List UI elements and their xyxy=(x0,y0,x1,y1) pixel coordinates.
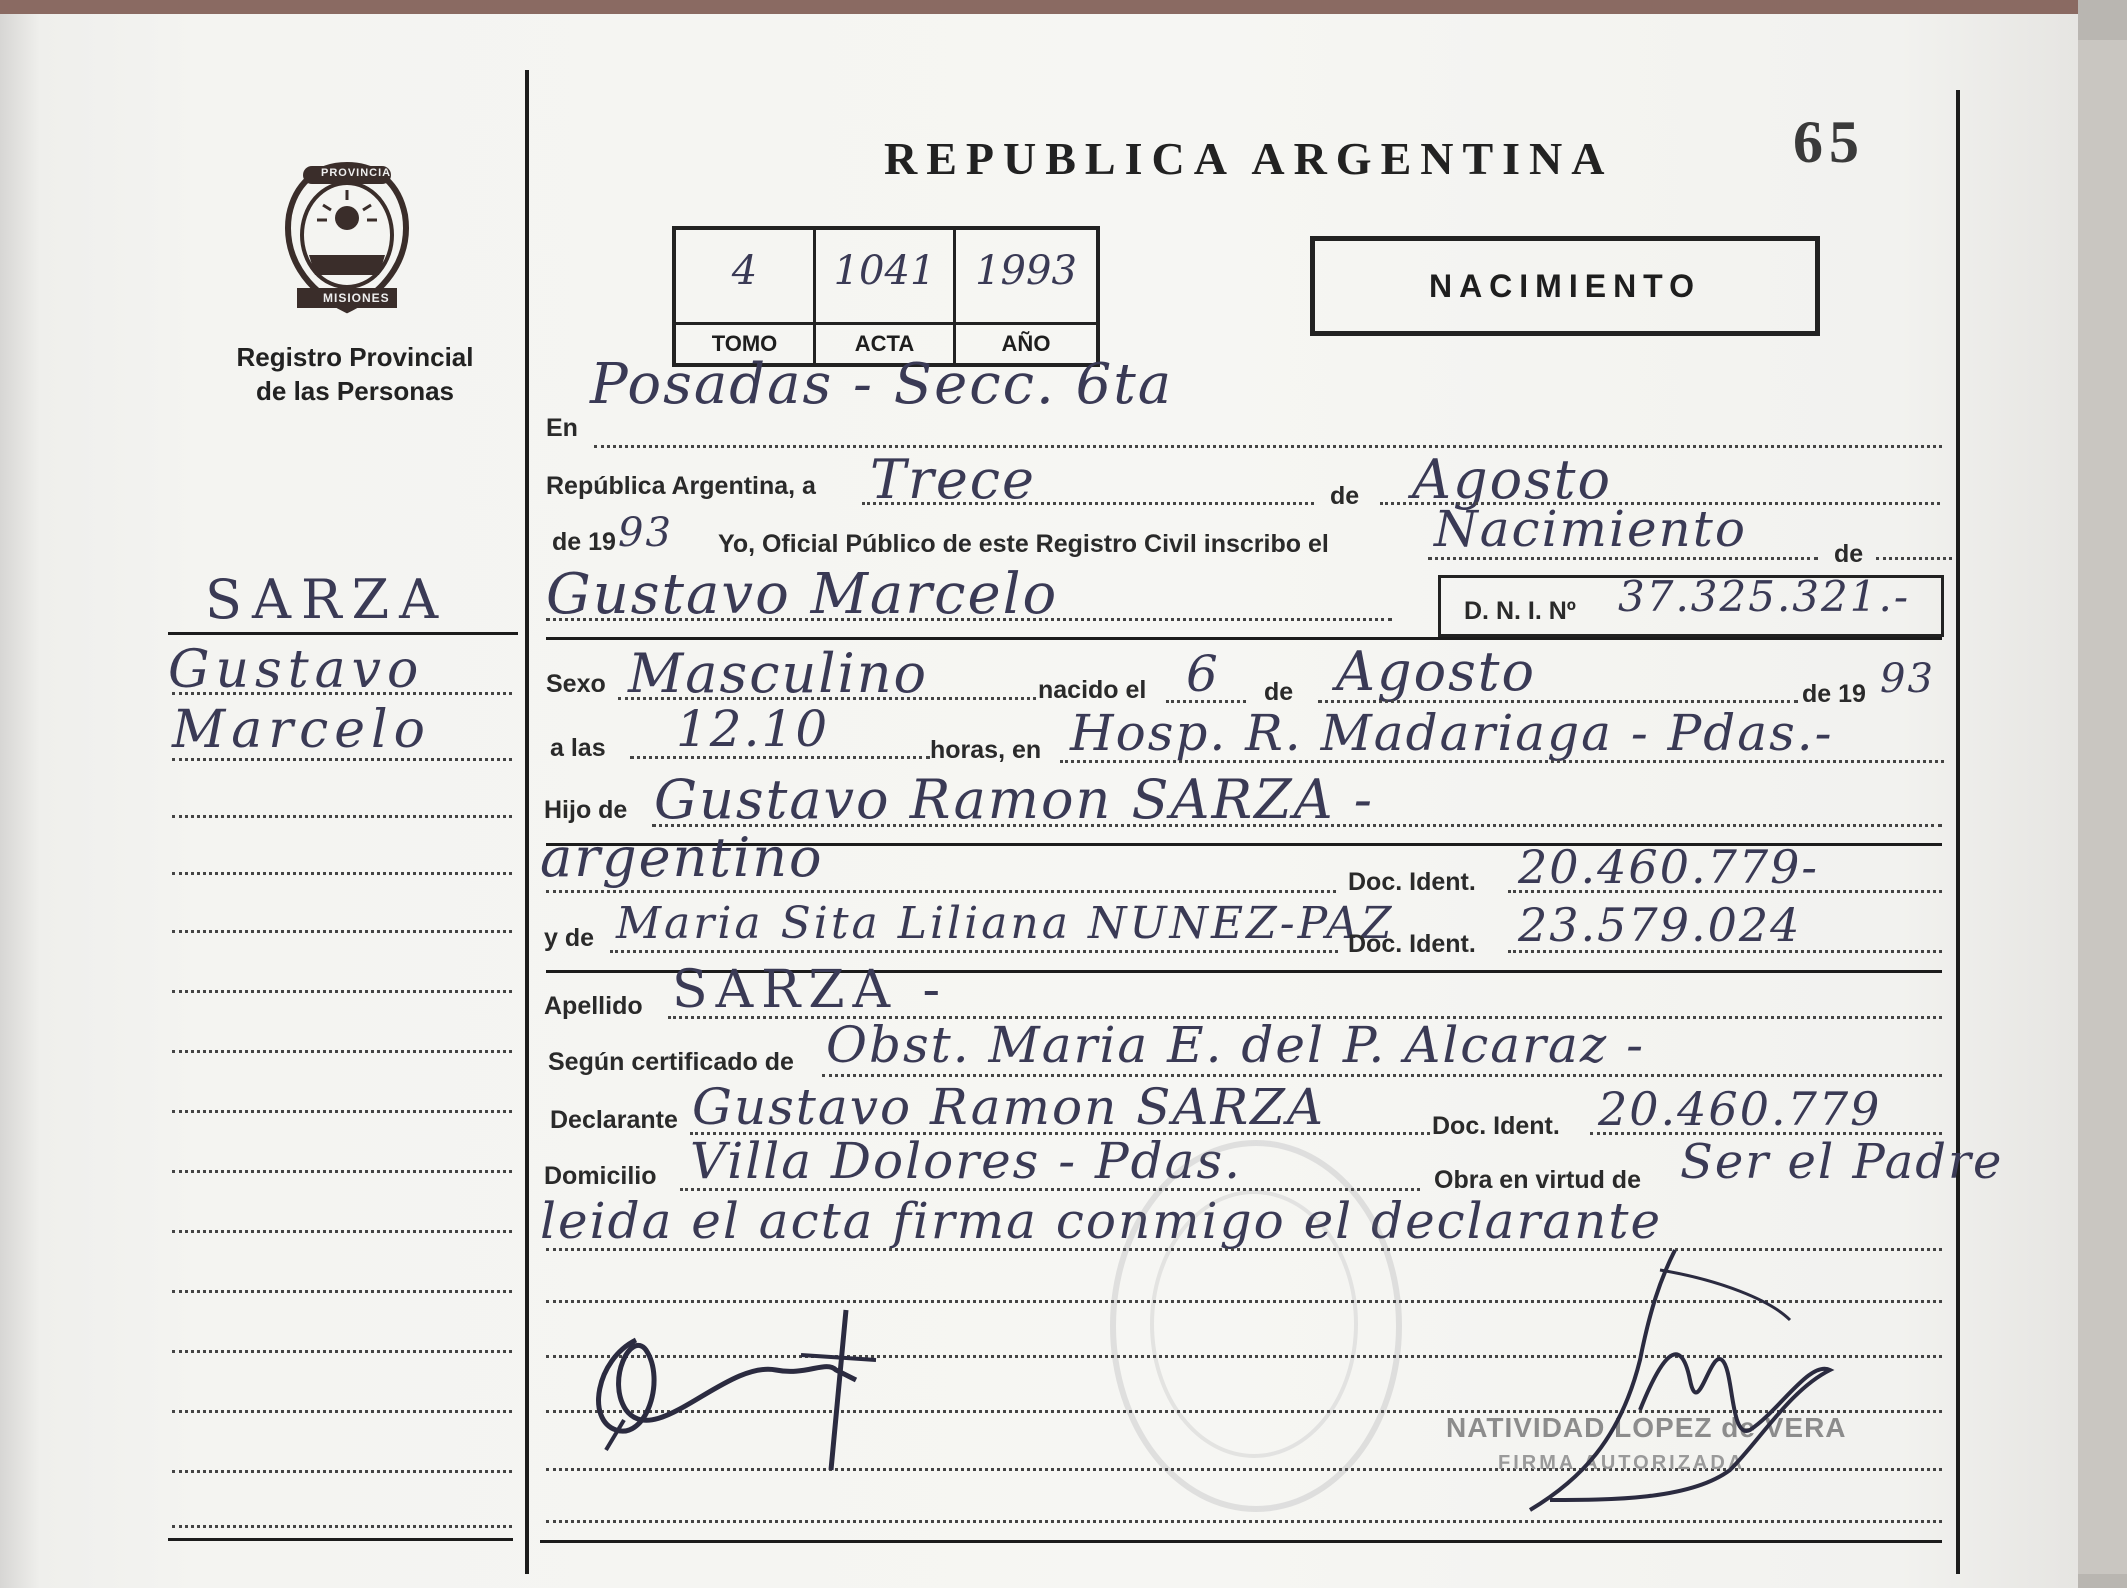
value-obra: Ser el Padre xyxy=(1680,1134,2004,1190)
value-father-nationality: argentino xyxy=(540,826,824,889)
line-mother-doc xyxy=(1508,950,1942,953)
line-place xyxy=(594,445,1942,448)
label-doc-3: Doc. Ident. xyxy=(1432,1112,1560,1140)
margin-line xyxy=(172,1525,512,1528)
tomo-cell xyxy=(676,230,816,363)
tomo-label: TOMO xyxy=(676,322,813,357)
line-father xyxy=(652,824,1942,827)
margin-line xyxy=(172,1410,512,1413)
acta-value: 1041 xyxy=(833,248,936,294)
label-declarante: Declarante xyxy=(550,1106,678,1134)
label-yo: Yo, Oficial Público de este Registro Civil inscribo el xyxy=(718,530,1329,558)
ano-cell xyxy=(956,230,1096,363)
registry-line-1: Registro Provincial xyxy=(236,342,474,372)
line-certificate xyxy=(822,1074,1942,1077)
value-sex: Masculino xyxy=(628,642,929,705)
label-doc-2: Doc. Ident. xyxy=(1348,930,1476,958)
value-place: Posadas - Secc. 6ta xyxy=(590,352,1174,417)
label-de-3: de xyxy=(1264,678,1294,706)
line-hour xyxy=(630,756,930,759)
line-birth-day xyxy=(1166,700,1246,703)
margin-line xyxy=(172,1170,512,1173)
value-dni: 37.325.321.- xyxy=(1618,572,1911,621)
label-horas: horas, en xyxy=(930,736,1042,764)
ano-label: AÑO xyxy=(956,322,1096,357)
value-mother: Maria Sita Liliana NUNEZ-PAZ xyxy=(616,898,1395,949)
label-nacido: nacido el xyxy=(1038,676,1147,704)
official-name: NATIVIDAD LOPEZ de VERA xyxy=(1446,1412,1847,1443)
value-hour: 12.10 xyxy=(676,700,830,758)
value-declarant: Gustavo Ramon SARZA xyxy=(692,1078,1326,1136)
margin-line xyxy=(172,692,512,695)
label-de-19b: de 19 xyxy=(1802,680,1866,708)
margin-line xyxy=(172,1110,512,1113)
provincial-seal xyxy=(275,160,420,320)
margin-given-2: Marcelo xyxy=(172,700,431,760)
value-month: Agosto xyxy=(1412,448,1612,511)
label-y-de: y de xyxy=(544,924,595,952)
value-father-doc: 20.460.779- xyxy=(1518,840,1819,894)
registry-line-2: de las Personas xyxy=(256,376,454,406)
official-stamp-inner xyxy=(1150,1190,1358,1458)
line-mother xyxy=(610,950,1338,953)
line-act-end xyxy=(1876,557,1952,560)
label-en: En xyxy=(546,414,578,442)
official-role: FIRMA AUTORIZADA xyxy=(1498,1452,1746,1474)
label-republica: República Argentina, a xyxy=(546,472,816,500)
label-doc-1: Doc. Ident. xyxy=(1348,868,1476,896)
label-sexo: Sexo xyxy=(546,670,606,698)
acta-label: ACTA xyxy=(816,322,953,357)
label-a-las: a las xyxy=(550,734,606,762)
acta-cell xyxy=(816,230,956,363)
line-act xyxy=(1428,557,1818,560)
right-border xyxy=(1956,90,1960,1574)
page-title: REPUBLICA ARGENTINA xyxy=(884,133,1614,184)
record-box xyxy=(672,226,1100,367)
margin-line xyxy=(172,990,512,993)
ano-value: 1993 xyxy=(975,248,1077,294)
document-type-box: NACIMIENTO xyxy=(1310,236,1820,336)
line-father-doc xyxy=(1508,890,1942,893)
value-birthplace: Hosp. R. Madariaga - Pdas.- xyxy=(1070,704,1834,762)
margin-line xyxy=(172,872,512,875)
official-signature xyxy=(1490,1240,1850,1530)
margin-given-1: Gustavo xyxy=(168,640,425,700)
margin-line xyxy=(172,815,512,818)
margin-rule xyxy=(168,632,518,635)
margin-line xyxy=(172,1350,512,1353)
label-hijo: Hijo de xyxy=(544,796,628,824)
margin-line xyxy=(172,1290,512,1293)
margin-line xyxy=(172,1470,512,1473)
line-father-nat xyxy=(546,890,1336,893)
value-father: Gustavo Ramon SARZA - xyxy=(654,768,1375,831)
value-surname: SARZA - xyxy=(672,960,949,1020)
value-certificate: Obst. Maria E. del P. Alcaraz - xyxy=(826,1016,1645,1074)
section-rule xyxy=(546,637,1942,640)
label-de-2: de xyxy=(1834,540,1864,568)
label-de: de xyxy=(1330,482,1360,510)
label-segun: Según certificado de xyxy=(548,1048,794,1076)
line-name xyxy=(546,618,1392,621)
margin-line xyxy=(172,758,512,761)
label-apellido: Apellido xyxy=(544,992,643,1020)
line-birth-month xyxy=(1318,700,1798,703)
line-day xyxy=(862,502,1314,505)
margin-surname: SARZA xyxy=(205,568,449,631)
value-birth-year: 93 xyxy=(1880,656,1935,702)
value-year: 93 xyxy=(618,510,673,556)
bottom-rule xyxy=(540,1540,1942,1543)
margin-line xyxy=(172,930,512,933)
margin-line xyxy=(172,1050,512,1053)
value-day: Trece xyxy=(870,448,1036,511)
value-address: Villa Dolores - Pdas. xyxy=(690,1132,1243,1190)
label-dni: D. N. I. Nº xyxy=(1464,597,1576,625)
declarant-signature xyxy=(576,1300,906,1480)
value-mother-doc: 23.579.024 xyxy=(1518,898,1802,952)
margin-line xyxy=(172,1230,512,1233)
value-birth-day: 6 xyxy=(1186,645,1220,703)
page-edge xyxy=(2078,40,2127,1574)
registry-name xyxy=(200,340,510,408)
line-birthplace xyxy=(1060,760,1944,763)
label-de-19: de 19 xyxy=(552,528,616,556)
page-number: 65 xyxy=(1793,109,1865,175)
label-obra: Obra en virtud de xyxy=(1434,1166,1641,1194)
seal-text-top: PROVINCIA xyxy=(321,167,392,179)
value-name: Gustavo Marcelo xyxy=(546,562,1059,627)
seal-text-bottom: MISIONES xyxy=(323,291,390,305)
label-domicilio: Domicilio xyxy=(544,1162,657,1190)
value-closing: leida el acta firma conmigo el declarante xyxy=(540,1192,1663,1250)
left-column-border xyxy=(525,70,529,1574)
value-act: Nacimiento xyxy=(1434,500,1747,558)
tomo-value: 4 xyxy=(731,248,758,294)
margin-bottom-rule xyxy=(168,1538,513,1541)
value-declarant-doc: 20.460.779 xyxy=(1598,1082,1882,1136)
value-birth-month: Agosto xyxy=(1336,640,1536,703)
